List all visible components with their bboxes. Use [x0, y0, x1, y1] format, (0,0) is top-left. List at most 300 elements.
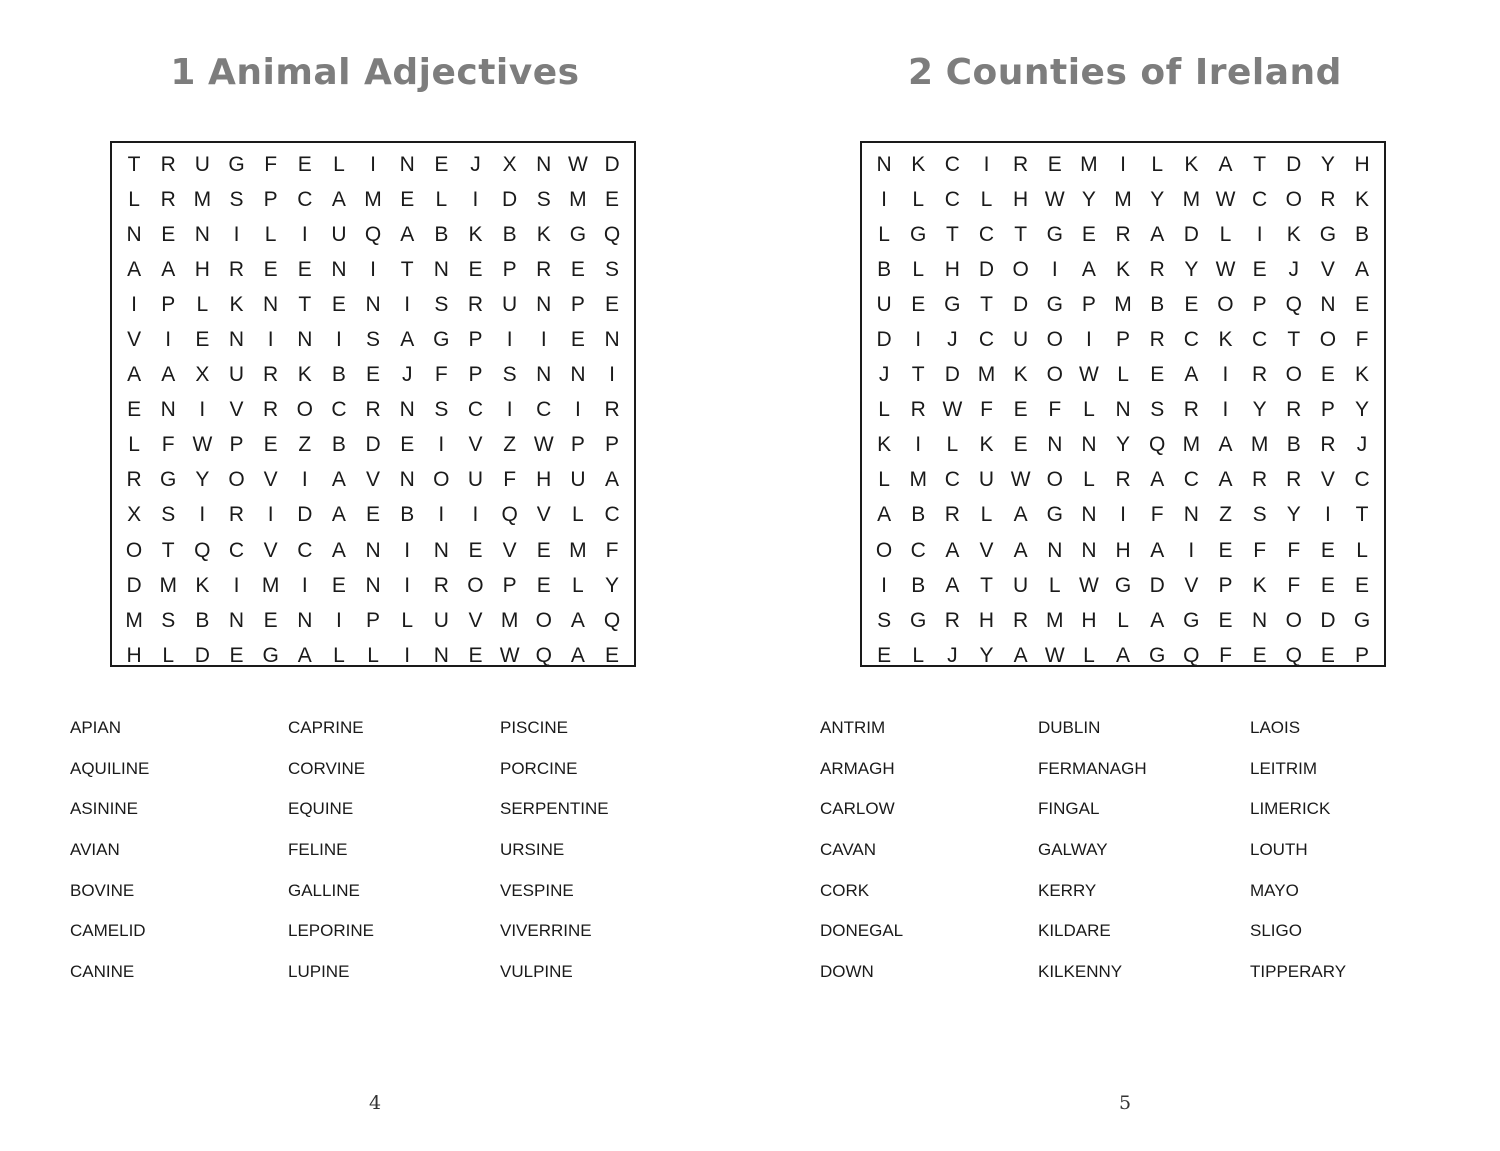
grid-letter[interactable]: A — [331, 468, 346, 492]
grid-letter[interactable]: Y — [979, 643, 994, 667]
grid-letter[interactable]: E — [468, 257, 483, 281]
grid-letter[interactable]: I — [1120, 503, 1126, 527]
grid-letter[interactable]: W — [533, 433, 554, 457]
grid-letter[interactable]: I — [404, 573, 411, 597]
grid-letter[interactable]: A — [331, 503, 346, 527]
grid-letter[interactable]: N — [399, 468, 415, 492]
grid-letter[interactable]: E — [1184, 292, 1199, 316]
grid-letter[interactable]: E — [536, 538, 551, 562]
grid-letter[interactable]: Q — [364, 222, 382, 246]
grid-letter[interactable]: N — [263, 292, 279, 316]
grid-letter[interactable]: N — [228, 328, 245, 352]
grid-letter[interactable]: I — [1324, 503, 1331, 527]
grid-letter[interactable]: J — [947, 328, 958, 352]
grid-letter[interactable]: U — [502, 292, 518, 316]
grid-letter[interactable]: M — [569, 187, 587, 211]
grid-letter[interactable]: R — [1252, 468, 1268, 492]
grid-letter[interactable]: O — [467, 573, 484, 597]
grid-letter[interactable]: A — [127, 363, 142, 387]
grid-letter[interactable]: F — [503, 468, 517, 492]
grid-letter[interactable]: E — [468, 643, 483, 667]
grid-letter[interactable]: I — [335, 328, 342, 352]
grid-letter[interactable]: G — [1353, 608, 1371, 632]
grid-letter[interactable]: D — [365, 433, 381, 457]
grid-letter[interactable]: F — [434, 363, 448, 387]
grid-letter[interactable]: U — [467, 468, 484, 492]
grid-letter[interactable]: C — [978, 328, 995, 352]
grid-letter[interactable]: R — [1115, 468, 1131, 492]
grid-letter[interactable]: P — [1355, 643, 1370, 667]
grid-letter[interactable]: C — [1183, 328, 1199, 352]
grid-letter[interactable]: O — [1217, 292, 1234, 316]
grid-letter[interactable]: A — [1013, 643, 1028, 667]
grid-letter[interactable]: D — [126, 573, 142, 597]
grid-letter[interactable]: I — [983, 152, 990, 176]
grid-letter[interactable]: E — [1252, 257, 1267, 281]
grid-letter[interactable]: I — [472, 503, 479, 527]
grid-letter[interactable]: S — [502, 363, 517, 387]
grid-letter[interactable]: T — [1253, 152, 1267, 176]
grid-letter[interactable]: E — [1013, 433, 1028, 457]
grid-letter[interactable]: D — [1149, 573, 1165, 597]
grid-letter[interactable]: N — [876, 152, 892, 176]
grid-letter[interactable]: N — [1320, 292, 1336, 316]
grid-letter[interactable]: P — [570, 292, 585, 316]
grid-letter[interactable]: G — [1046, 292, 1063, 316]
grid-letter[interactable]: D — [1286, 152, 1302, 176]
grid-letter[interactable]: X — [127, 503, 142, 527]
grid-letter[interactable]: E — [1218, 538, 1233, 562]
grid-letter[interactable]: S — [1252, 503, 1267, 527]
grid-letter[interactable]: J — [947, 643, 958, 667]
grid-letter[interactable]: Q — [1285, 292, 1302, 316]
grid-letter[interactable]: I — [404, 292, 411, 316]
grid-letter[interactable]: V — [502, 538, 517, 562]
grid-letter[interactable]: T — [1014, 222, 1028, 246]
grid-letter[interactable]: O — [1319, 328, 1337, 352]
grid-letter[interactable]: R — [944, 503, 960, 527]
grid-letter[interactable]: Y — [605, 573, 620, 597]
grid-letter[interactable]: Z — [1219, 503, 1232, 527]
grid-letter[interactable]: L — [572, 573, 584, 597]
grid-letter[interactable]: E — [1320, 363, 1335, 387]
grid-letter[interactable]: I — [472, 187, 479, 211]
grid-letter[interactable]: C — [944, 468, 960, 492]
grid-letter[interactable]: E — [127, 398, 142, 422]
grid-letter[interactable]: R — [1320, 187, 1336, 211]
grid-letter[interactable]: A — [1218, 468, 1233, 492]
grid-letter[interactable]: R — [604, 398, 620, 422]
grid-letter[interactable]: F — [605, 538, 619, 562]
grid-letter[interactable]: I — [267, 328, 274, 352]
grid-letter[interactable]: J — [1356, 433, 1368, 457]
grid-letter[interactable]: I — [404, 538, 411, 562]
grid-letter[interactable]: Y — [195, 468, 210, 492]
grid-letter[interactable]: S — [1150, 398, 1165, 422]
grid-letter[interactable]: R — [126, 468, 142, 492]
grid-letter[interactable]: W — [1215, 257, 1236, 281]
grid-letter[interactable]: M — [1182, 187, 1201, 211]
grid-letter[interactable]: A — [1355, 257, 1370, 281]
grid-letter[interactable]: K — [911, 152, 926, 176]
grid-letter[interactable]: P — [468, 363, 483, 387]
grid-letter[interactable]: Q — [603, 608, 621, 632]
grid-letter[interactable]: E — [331, 573, 346, 597]
grid-letter[interactable]: P — [502, 257, 517, 281]
grid-letter[interactable]: L — [367, 643, 379, 667]
grid-letter[interactable]: N — [1081, 503, 1097, 527]
grid-letter[interactable]: W — [567, 152, 588, 176]
grid-letter[interactable]: A — [161, 257, 176, 281]
grid-letter[interactable]: N — [126, 222, 142, 246]
grid-letter[interactable]: D — [297, 503, 313, 527]
grid-letter[interactable]: H — [1115, 538, 1131, 562]
grid-letter[interactable]: K — [1355, 363, 1370, 387]
grid-letter[interactable]: F — [1287, 573, 1301, 597]
grid-letter[interactable]: E — [1252, 643, 1267, 667]
grid-letter[interactable]: W — [1079, 573, 1099, 597]
grid-letter[interactable]: A — [127, 257, 142, 281]
grid-letter[interactable]: B — [1150, 292, 1165, 316]
grid-letter[interactable]: J — [401, 363, 413, 387]
grid-letter[interactable]: M — [1046, 608, 1064, 632]
grid-letter[interactable]: A — [1150, 538, 1165, 562]
grid-letter[interactable]: K — [297, 363, 312, 387]
grid-letter[interactable]: U — [228, 363, 245, 387]
grid-letter[interactable]: F — [1355, 328, 1369, 352]
grid-letter[interactable]: C — [944, 187, 960, 211]
grid-letter[interactable]: V — [1184, 573, 1199, 597]
grid-letter[interactable]: O — [535, 608, 552, 632]
grid-letter[interactable]: S — [161, 503, 176, 527]
grid-letter[interactable]: U — [1013, 328, 1029, 352]
grid-letter[interactable]: O — [228, 468, 245, 492]
grid-letter[interactable]: K — [468, 222, 483, 246]
grid-letter[interactable]: C — [604, 503, 620, 527]
grid-letter[interactable]: W — [1215, 187, 1236, 211]
grid-letter[interactable]: U — [331, 222, 347, 246]
grid-letter[interactable]: U — [570, 468, 586, 492]
grid-letter[interactable]: Q — [603, 222, 621, 246]
grid-letter[interactable]: D — [502, 187, 518, 211]
grid-letter[interactable]: T — [1355, 503, 1369, 527]
grid-letter[interactable]: Y — [1184, 257, 1199, 281]
grid-letter[interactable]: A — [1218, 152, 1233, 176]
grid-letter[interactable]: E — [1355, 573, 1370, 597]
grid-letter[interactable]: A — [1116, 643, 1131, 667]
grid-letter[interactable]: G — [262, 643, 279, 667]
grid-letter[interactable]: W — [192, 433, 213, 457]
grid-letter[interactable]: L — [333, 643, 345, 667]
grid-letter[interactable]: E — [570, 328, 585, 352]
grid-letter[interactable]: L — [435, 187, 448, 211]
grid-letter[interactable]: I — [915, 433, 922, 457]
grid-letter[interactable]: L — [1117, 363, 1129, 387]
grid-letter[interactable]: O — [125, 538, 143, 562]
grid-letter[interactable]: P — [605, 433, 620, 457]
grid-letter[interactable]: D — [1320, 608, 1336, 632]
grid-letter[interactable]: A — [1013, 503, 1028, 527]
grid-letter[interactable]: W — [942, 398, 963, 422]
grid-letter[interactable]: I — [438, 503, 445, 527]
grid-letter[interactable]: C — [1354, 468, 1370, 492]
grid-letter[interactable]: A — [1081, 257, 1096, 281]
grid-letter[interactable]: Y — [1116, 433, 1131, 457]
grid-letter[interactable]: R — [160, 187, 176, 211]
grid-letter[interactable]: G — [1149, 643, 1166, 667]
grid-letter[interactable]: L — [401, 608, 414, 632]
grid-letter[interactable]: K — [1286, 222, 1301, 246]
grid-letter[interactable]: N — [1047, 433, 1063, 457]
grid-letter[interactable]: M — [500, 608, 519, 632]
grid-letter[interactable]: N — [228, 608, 245, 632]
grid-letter[interactable]: L — [572, 503, 584, 527]
grid-letter[interactable]: H — [1354, 152, 1370, 176]
grid-letter[interactable]: N — [365, 573, 381, 597]
grid-letter[interactable]: N — [433, 538, 449, 562]
grid-letter[interactable]: B — [195, 608, 210, 632]
grid-letter[interactable]: F — [264, 152, 278, 176]
grid-letter[interactable]: L — [264, 222, 277, 246]
grid-letter[interactable]: E — [605, 187, 620, 211]
grid-letter[interactable]: Q — [194, 538, 211, 562]
grid-letter[interactable]: A — [605, 468, 620, 492]
grid-letter[interactable]: R — [1013, 152, 1029, 176]
grid-letter[interactable]: S — [161, 608, 176, 632]
grid-letter[interactable]: M — [1250, 433, 1269, 457]
grid-letter[interactable]: F — [1253, 538, 1267, 562]
grid-letter[interactable]: W — [499, 643, 520, 667]
grid-letter[interactable]: A — [400, 328, 415, 352]
grid-letter[interactable]: I — [881, 573, 887, 597]
grid-letter[interactable]: N — [1183, 503, 1199, 527]
grid-letter[interactable]: F — [980, 398, 993, 422]
grid-letter[interactable]: O — [1046, 363, 1063, 387]
grid-letter[interactable]: U — [978, 468, 995, 492]
grid-letter[interactable]: P — [1081, 292, 1096, 316]
grid-letter[interactable]: L — [1083, 398, 1095, 422]
grid-letter[interactable]: A — [1150, 468, 1165, 492]
grid-letter[interactable]: C — [297, 538, 313, 562]
grid-letter[interactable]: T — [127, 152, 141, 176]
grid-letter[interactable]: L — [196, 292, 209, 316]
grid-letter[interactable]: S — [434, 292, 449, 316]
grid-letter[interactable]: D — [978, 257, 995, 281]
grid-letter[interactable]: T — [980, 292, 993, 316]
grid-letter[interactable]: B — [911, 503, 926, 527]
grid-letter[interactable]: J — [1288, 257, 1299, 281]
grid-letter[interactable]: D — [1183, 222, 1199, 246]
grid-letter[interactable]: C — [536, 398, 552, 422]
grid-letter[interactable]: G — [1183, 608, 1200, 632]
grid-letter[interactable]: T — [298, 292, 312, 316]
grid-letter[interactable]: L — [912, 257, 925, 281]
grid-letter[interactable]: Y — [1150, 187, 1165, 211]
grid-letter[interactable]: C — [944, 152, 960, 176]
grid-letter[interactable]: E — [536, 573, 551, 597]
grid-letter[interactable]: T — [1287, 328, 1301, 352]
grid-letter[interactable]: H — [944, 257, 960, 281]
grid-letter[interactable]: L — [912, 187, 925, 211]
grid-letter[interactable]: O — [1285, 187, 1302, 211]
grid-letter[interactable]: W — [1010, 468, 1031, 492]
grid-letter[interactable]: C — [1252, 328, 1268, 352]
grid-letter[interactable]: E — [366, 503, 381, 527]
grid-letter[interactable]: L — [1219, 222, 1232, 246]
grid-letter[interactable]: E — [1320, 538, 1335, 562]
grid-letter[interactable]: I — [1188, 538, 1195, 562]
grid-letter[interactable]: D — [944, 363, 960, 387]
grid-letter[interactable]: U — [433, 608, 449, 632]
grid-letter[interactable]: V — [127, 328, 142, 352]
grid-letter[interactable]: L — [128, 433, 140, 457]
grid-letter[interactable]: V — [366, 468, 381, 492]
grid-letter[interactable]: I — [199, 398, 206, 422]
grid-letter[interactable]: V — [536, 503, 551, 527]
grid-letter[interactable]: E — [1320, 643, 1335, 667]
grid-letter[interactable]: S — [229, 187, 244, 211]
grid-letter[interactable]: N — [1081, 433, 1097, 457]
grid-letter[interactable]: R — [536, 257, 552, 281]
grid-letter[interactable]: R — [1286, 468, 1302, 492]
grid-letter[interactable]: I — [1120, 152, 1126, 176]
grid-letter[interactable]: G — [1319, 222, 1337, 246]
grid-letter[interactable]: B — [502, 222, 517, 246]
grid-letter[interactable]: L — [1083, 643, 1095, 667]
grid-letter[interactable]: K — [979, 433, 994, 457]
grid-letter[interactable]: E — [1355, 292, 1370, 316]
grid-letter[interactable]: H — [126, 643, 142, 667]
grid-letter[interactable]: R — [467, 292, 484, 316]
grid-letter[interactable]: S — [536, 187, 551, 211]
grid-letter[interactable]: R — [365, 398, 381, 422]
grid-letter[interactable]: V — [468, 608, 483, 632]
grid-letter[interactable]: H — [1013, 187, 1029, 211]
grid-letter[interactable]: E — [1013, 398, 1028, 422]
grid-letter[interactable]: H — [536, 468, 552, 492]
grid-letter[interactable]: K — [1252, 573, 1267, 597]
grid-letter[interactable]: A — [331, 187, 346, 211]
grid-letter[interactable]: A — [1150, 608, 1165, 632]
grid-letter[interactable]: N — [297, 608, 313, 632]
grid-letter[interactable]: L — [878, 398, 890, 422]
grid-letter[interactable]: M — [1114, 292, 1132, 316]
grid-letter[interactable]: L — [1117, 608, 1129, 632]
grid-letter[interactable]: U — [1013, 573, 1029, 597]
grid-letter[interactable]: A — [1150, 222, 1165, 246]
grid-letter[interactable]: V — [263, 538, 278, 562]
grid-letter[interactable]: I — [370, 152, 376, 176]
grid-letter[interactable]: E — [605, 292, 620, 316]
grid-letter[interactable]: E — [331, 292, 346, 316]
grid-letter[interactable]: I — [131, 292, 137, 316]
grid-letter[interactable]: I — [301, 573, 308, 597]
grid-letter[interactable]: L — [1083, 468, 1095, 492]
grid-letter[interactable]: T — [980, 573, 993, 597]
grid-letter[interactable]: M — [159, 573, 177, 597]
grid-letter[interactable]: M — [364, 187, 382, 211]
grid-letter[interactable]: V — [1320, 468, 1335, 492]
grid-letter[interactable]: Q — [1285, 643, 1302, 667]
grid-letter[interactable]: U — [876, 292, 892, 316]
grid-letter[interactable]: I — [881, 187, 887, 211]
grid-letter[interactable]: K — [1355, 187, 1370, 211]
grid-letter[interactable]: A — [161, 363, 176, 387]
grid-letter[interactable]: T — [400, 257, 414, 281]
grid-letter[interactable]: D — [1013, 292, 1029, 316]
grid-letter[interactable]: N — [604, 328, 620, 352]
grid-letter[interactable]: O — [1285, 608, 1302, 632]
grid-letter[interactable]: N — [1081, 538, 1097, 562]
grid-letter[interactable]: P — [570, 433, 585, 457]
grid-letter[interactable]: M — [193, 187, 212, 211]
grid-letter[interactable]: I — [915, 328, 922, 352]
grid-letter[interactable]: I — [301, 222, 308, 246]
grid-letter[interactable]: P — [468, 328, 483, 352]
grid-letter[interactable]: L — [1151, 152, 1164, 176]
grid-letter[interactable]: Q — [501, 503, 518, 527]
grid-letter[interactable]: R — [1252, 363, 1268, 387]
grid-letter[interactable]: O — [875, 538, 893, 562]
grid-letter[interactable]: O — [296, 398, 313, 422]
grid-letter[interactable]: Y — [1286, 503, 1301, 527]
grid-letter[interactable]: W — [1079, 363, 1099, 387]
grid-letter[interactable]: I — [267, 503, 274, 527]
grid-letter[interactable]: E — [1081, 222, 1096, 246]
grid-letter[interactable]: P — [161, 292, 176, 316]
grid-letter[interactable]: I — [335, 608, 342, 632]
grid-letter[interactable]: E — [434, 152, 449, 176]
grid-letter[interactable]: N — [365, 538, 381, 562]
grid-letter[interactable]: M — [1114, 187, 1132, 211]
grid-letter[interactable]: I — [165, 328, 172, 352]
grid-letter[interactable]: A — [945, 573, 960, 597]
grid-letter[interactable]: B — [1355, 222, 1370, 246]
grid-letter[interactable]: M — [1080, 152, 1098, 176]
grid-letter[interactable]: L — [946, 433, 959, 457]
grid-letter[interactable]: G — [569, 222, 587, 246]
grid-letter[interactable]: A — [945, 538, 960, 562]
grid-letter[interactable]: B — [400, 503, 415, 527]
letter-grid[interactable] — [110, 141, 636, 667]
grid-letter[interactable]: Q — [1183, 643, 1200, 667]
grid-letter[interactable]: O — [1046, 328, 1063, 352]
grid-letter[interactable]: L — [878, 222, 890, 246]
grid-letter[interactable]: Z — [503, 433, 517, 457]
grid-letter[interactable]: A — [570, 608, 585, 632]
grid-letter[interactable]: P — [1320, 398, 1335, 422]
grid-letter[interactable]: S — [366, 328, 381, 352]
grid-letter[interactable]: R — [944, 608, 960, 632]
grid-letter[interactable]: L — [878, 468, 890, 492]
grid-letter[interactable]: E — [400, 187, 415, 211]
grid-letter[interactable]: D — [876, 328, 892, 352]
grid-letter[interactable]: N — [1047, 538, 1063, 562]
grid-letter[interactable]: B — [331, 363, 346, 387]
grid-letter[interactable]: L — [333, 152, 345, 176]
grid-letter[interactable]: R — [228, 503, 245, 527]
grid-letter[interactable]: S — [877, 608, 892, 632]
grid-letter[interactable]: I — [301, 468, 308, 492]
grid-letter[interactable]: L — [1356, 538, 1368, 562]
grid-letter[interactable]: L — [162, 643, 175, 667]
grid-letter[interactable]: D — [604, 152, 620, 176]
grid-letter[interactable]: N — [433, 257, 449, 281]
grid-letter[interactable]: V — [229, 398, 244, 422]
grid-letter[interactable]: N — [1115, 398, 1131, 422]
grid-letter[interactable]: K — [229, 292, 244, 316]
grid-letter[interactable]: N — [160, 398, 176, 422]
